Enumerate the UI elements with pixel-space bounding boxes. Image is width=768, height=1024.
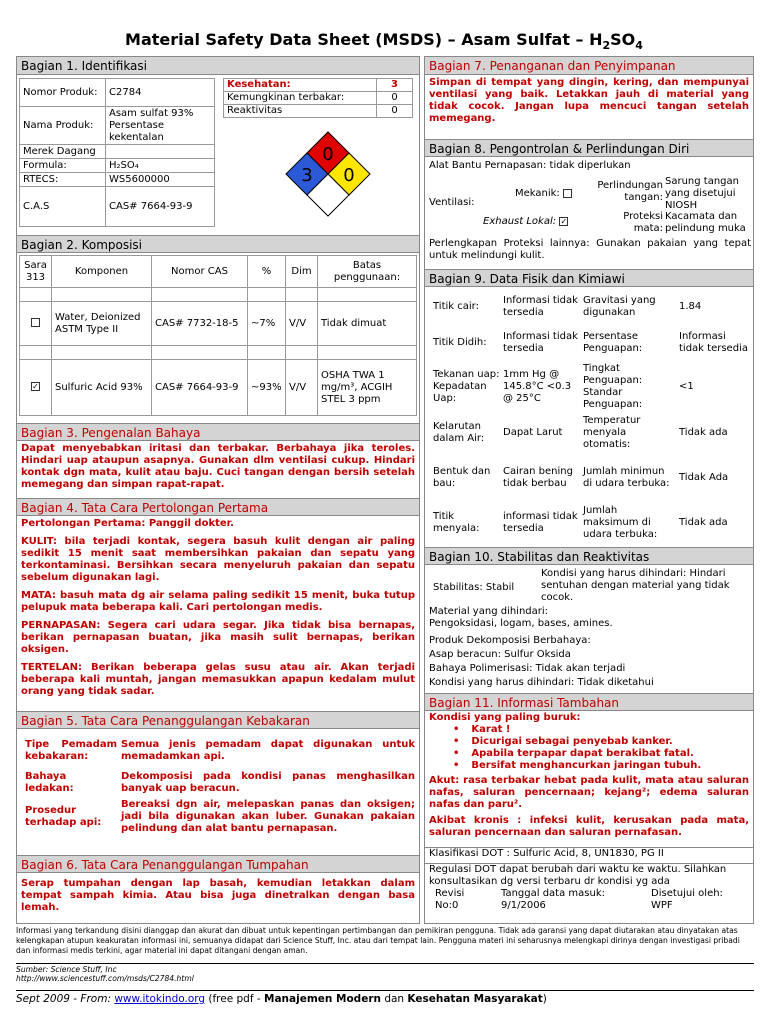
mata-value: Kacamata dan pelindung muka	[665, 211, 746, 234]
fisik-c-1: Persentase Penguapan:	[583, 331, 643, 354]
prosedur-label: Prosedur terhadap api:	[25, 805, 102, 828]
kulit-text: KULIT: bila terjadi kontak, segera basuh kulit dengan air paling sedikit 15 menit saat membersihkan pakaian dan sepatu yang terkontaminasi. Bersihkan secara menyeluruh pakaian dan sepatu sebelum digunakan lagi.	[21, 536, 415, 583]
section-identifikasi	[17, 57, 419, 235]
material-value: Pengoksidasi, logam, bases, amines.	[429, 618, 613, 629]
pct-water: ~7%	[248, 302, 286, 346]
nfpa-left-number: 3	[301, 165, 313, 186]
mata-text: MATA: basuh mata dg air selama paling sedikit 15 menit, buka tutup pelupuk mata beberapa kali. Cari pertolongan medis.	[21, 590, 415, 613]
list-item: • Apabila terpapar dapat berakibat fatal.	[453, 748, 749, 760]
col-komponen: Komponen	[52, 256, 152, 288]
col-dim: Dim	[286, 256, 318, 288]
asap-beracun: Asap beracun: Sulfur Oksida	[429, 649, 571, 660]
list-item: • Karat !	[453, 724, 749, 736]
cas-value: CAS# 7664-93-9	[106, 187, 215, 227]
fisik-d-4: Tidak Ada	[679, 472, 729, 483]
col-sara: Sara 313	[20, 256, 52, 288]
stabilitas-label: Stabilitas: Stabil	[433, 582, 515, 593]
bahaya-text: Dapat menyebabkan iritasi dan terbakar. Berbahaya jika teroles. Hindari uap ataupun asapnya. Gunakan dlm ventilasi cukup. Hindari kontak dgn mata, kulit atau baju. Cuci tangan dengan bersih setelah memegang dan simpan rapat-rapat.	[21, 443, 415, 490]
fisik-c-0: Gravitasi yang digunakan	[583, 295, 656, 318]
fisik-c-4: Jumlah minimun di udara terbuka:	[583, 466, 670, 489]
document-title	[0, 30, 768, 52]
col-batas: Batas penggunaan:	[318, 256, 417, 288]
tertelan-text: TERTELAN: Berikan beberapa gelas susu atau air. Akan terjadi beberapa kali muntah, jangan memasukkan apapun kedalam mulut orang yang tidak sadar.	[21, 662, 415, 697]
tipe-label: Tipe Pemadam kebakaran:	[25, 739, 117, 762]
section-penanganan	[425, 57, 753, 137]
section-9-header: Bagian 9. Data Fisik dan Kimiawi	[425, 269, 753, 287]
pernapasan-text: PERNAPASAN: Segera cari udara segar. Jika tidak bisa bernapas, berikan pernapasan buatan, jika masih sulit bernapas, berikan oksigen.	[21, 620, 415, 655]
cas-label: C.A.S	[20, 187, 106, 227]
tangan-value: Sarung tangan yang disetujui NIOSH	[665, 176, 739, 211]
ventilasi-label: Ventilasi:	[429, 197, 475, 208]
list-item: • Dicurigai sebagai penyebab kanker.	[453, 736, 749, 748]
komponen-water: Water, Deionized ASTM Type II	[52, 302, 152, 346]
tumpahan-text: Serap tumpahan dengan lap basah, kemudian letakkan dalam tempat sampah kimia. Atau bisa juga dinetralkan dengan basa lemah.	[21, 878, 415, 913]
kemungkinan-value: 0	[377, 92, 413, 105]
penanganan-text: Simpan di tempat yang dingin, kering, dan mempunyai ventilasi yang baik. Letakkan jauh di material yang tidak cocok. Jangan lupa mencuci tangan setelah memegang.	[429, 77, 749, 124]
prosedur-value: Bereaksi dgn air, melepaskan panas dan oksigen; jadi bila digunakan akan luber. Gunakan pakaian pelindung dan alat bantu pernapasan.	[121, 799, 415, 834]
pertolongan-intro: Pertolongan Pertama: Panggil dokter.	[21, 518, 234, 529]
mata-label: Proteksi mata:	[623, 211, 663, 234]
sara-checkbox-water[interactable]	[31, 318, 40, 327]
reaktivitas-label: Reaktivitas	[224, 105, 377, 118]
col-pct: %	[248, 256, 286, 288]
section-5-header: Bagian 5. Tata Cara Penanggulangan Kebakaran	[17, 711, 419, 729]
mekanik-text: Mekanik:	[515, 188, 560, 199]
title-subscript-2: 2	[602, 39, 611, 53]
material-label: Material yang dihindari:	[429, 606, 549, 617]
section-3-header: Bagian 3. Pengenalan Bahaya	[17, 423, 419, 441]
nfpa-diamond-icon	[283, 130, 373, 222]
fisik-b-3: Dapat Larut	[503, 427, 563, 438]
alat-bantu: Alat Bantu Pernapasan: tidak diperlukan	[429, 160, 631, 171]
itokindo-link[interactable]: www.itokindo.org	[114, 993, 206, 1005]
mekanik-label	[515, 188, 572, 200]
komponen-sulfuric: Sulfuric Acid 93%	[52, 360, 152, 416]
komposisi-table	[19, 255, 417, 416]
fisik-c-3: Temperatur menyala otomatis:	[583, 415, 641, 450]
tanggal-label: Tanggal data masuk:	[501, 888, 605, 899]
dim-water: V/V	[286, 302, 318, 346]
merek-label: Merek Dagang	[20, 145, 106, 159]
fisik-a-2: Tekanan uap: Kepadatan Uap:	[433, 369, 500, 404]
title-tail: SO	[610, 30, 636, 49]
fisik-d-2: <1	[679, 381, 694, 392]
footer-date: Sept 2009 - From:	[16, 993, 115, 1005]
nomor-value: C2784	[106, 79, 215, 107]
fisik-d-1: Informasi tidak tersedia	[679, 331, 748, 354]
disetujui-value: WPF	[651, 900, 673, 911]
data-fisik-table	[425, 289, 753, 543]
exhaust-label	[483, 216, 568, 228]
fisik-a-3: Kelarutan dalam Air:	[433, 421, 485, 444]
produk-label: Produk Dekomposisi Berbahaya:	[429, 635, 591, 646]
fisik-b-4: Cairan bening tidak berbau	[503, 466, 573, 489]
fisik-a-0: Titik cair:	[433, 301, 479, 312]
regulasi-dot: Regulasi DOT dapat berubah dari waktu ke waktu. Silahkan konsultasikan dg versi terbaru dr kondisi yg ada	[425, 863, 753, 888]
tipe-value: Semua jenis pemadam dapat digunakan untuk memadamkan api.	[121, 739, 415, 762]
section-4-header: Bagian 4. Tata Cara Pertolongan Pertama	[17, 498, 419, 516]
footer-dan: dan	[380, 993, 408, 1005]
rtecs-value: WS5600000	[106, 173, 215, 187]
hazard-rating-table	[223, 78, 413, 118]
left-column	[16, 56, 420, 924]
nfpa-right-number: 0	[343, 165, 355, 186]
footer-km: Kesehatan Masyarakat	[407, 993, 543, 1005]
section-informasi-tambahan	[425, 693, 753, 923]
fisik-c-5: Jumlah maksimum di udara terbuka:	[583, 505, 658, 540]
fisik-b-0: Informasi tidak tersedia	[503, 295, 578, 318]
revisi-label: Revisi	[435, 888, 465, 899]
fisik-d-3: Tidak ada	[679, 427, 728, 438]
title-subscript-4: 4	[635, 39, 643, 53]
section-pengenalan-bahaya	[17, 423, 419, 497]
col-cas: Nomor CAS	[152, 256, 248, 288]
revisi-value: No:0	[435, 900, 459, 911]
section-pertolongan-pertama	[17, 498, 419, 710]
kondisi-terburuk: Kondisi yang paling buruk:	[429, 712, 581, 723]
fisik-a-1: Titik Didih:	[433, 337, 487, 348]
fisik-b-1: Informasi tidak tersedia	[503, 331, 578, 354]
batas-water: Tidak dimuat	[318, 302, 417, 346]
right-column	[424, 56, 754, 924]
section-6-header: Bagian 6. Tata Cara Penanggulangan Tumpahan	[17, 855, 419, 873]
exhaust-text: Exhaust Lokal:	[483, 216, 557, 227]
section-tumpahan	[17, 855, 419, 923]
disetujui-label: Disetujui oleh:	[651, 888, 723, 899]
sara-checkbox-sulfuric[interactable]: ✓	[32, 382, 39, 391]
kemungkinan-label: Kemungkinan terbakar:	[224, 92, 377, 105]
rtecs-label: RTECS:	[20, 173, 106, 187]
batas-sulfuric: OSHA TWA 1 mg/m³, ACGIH STEL 3 ppm	[318, 360, 417, 416]
fisik-b-2: 1mm Hg @ 145.8°C <0.3 @ 25°C	[503, 369, 572, 404]
table-row	[425, 325, 753, 361]
kondisi-dihindari: Kondisi yang harus dihindari: Tidak diketahui	[429, 677, 654, 687]
klasifikasi-dot: Klasifikasi DOT : Sulfuric Acid, 8, UN1830, PG II	[425, 847, 753, 860]
kesehatan-label: Kesehatan:	[224, 79, 377, 92]
table-row	[425, 453, 753, 503]
nomor-label: Nomor Produk:	[20, 79, 106, 107]
kronis-text: Akibat kronis : infeksi kulit, kerusakan pada mata, saluran pencernaan dan saluran pernafasan.	[429, 815, 749, 838]
dim-sulfuric: V/V	[286, 360, 318, 416]
cas-sulfuric: CAS# 7664-93-9	[152, 360, 248, 416]
table-row	[20, 302, 417, 346]
fisik-c-2: Tingkat Penguapan: Standar Penguapan:	[583, 363, 643, 410]
section-2-header: Bagian 2. Komposisi	[17, 235, 419, 253]
pct-sulfuric: ~93%	[248, 360, 286, 416]
disclaimer: Informasi yang terkandung disini dianggap dan akurat dan dibuat untuk kepentingan pertimbangan dan pemikiran pengguna. Tidak ada garansi yang dapat diutarakan atau dinyatakan atas kelengkapan atupun keakuratan informasi ini, semuanya didapat dari Science Stuff, Inc. atau dari tempat lain. Pengguna materi ini seharusnya melengkapi dirinya dengan investigasi pribadi dan informasi medis terkini, agar material ini dapat ditangani dengan aman.	[16, 926, 740, 955]
section-7-header: Bagian 7. Penanganan dan Penyimpanan	[425, 57, 753, 75]
akut-text: Akut: rasa terbakar hebat pada kulit, mata atau saluran nafas, saluran pencernaan; kejang²; edema saluran nafas dan paru².	[429, 775, 749, 810]
title-text: Material Safety Data Sheet (MSDS) – Asam Sulfat – H	[125, 30, 603, 49]
cas-water: CAS# 7732-18-5	[152, 302, 248, 346]
tanggal-value: 9/1/2006	[501, 900, 546, 911]
fisik-d-0: 1.84	[679, 301, 702, 312]
polimerisasi: Bahaya Polimerisasi: Tidak akan terjadi	[429, 663, 626, 674]
tangan-label: Perlindungan tangan:	[597, 180, 663, 203]
list-item: • Bersifat menghancurkan jaringan tubuh.	[453, 760, 749, 772]
kesehatan-value: 3	[377, 79, 413, 92]
table-row	[425, 413, 753, 453]
table-row	[425, 289, 753, 325]
fisik-d-5: Tidak ada	[679, 517, 728, 528]
section-data-fisik	[425, 269, 753, 545]
section-10-header: Bagian 10. Stabilitas dan Reaktivitas	[425, 547, 753, 565]
footer-close: )	[542, 993, 547, 1005]
reaktivitas-value: 0	[377, 105, 413, 118]
table-row	[425, 361, 753, 413]
section-11-header: Bagian 11. Informasi Tambahan	[425, 693, 753, 711]
source-block	[16, 963, 754, 983]
fisik-b-5: informasi tidak tersedia	[503, 511, 578, 534]
footer-free: (free pdf -	[205, 993, 265, 1005]
sumber: Sumber: Science Stuff, Inc	[16, 965, 117, 974]
table-row	[425, 503, 753, 543]
nama-value: Asam sulfat 93% Persentase kekentalan	[106, 107, 215, 145]
bahaya-list	[429, 724, 749, 772]
fisik-a-4: Bentuk dan bau:	[433, 466, 491, 489]
exhaust-checkbox[interactable]: ✓	[560, 216, 568, 226]
bahaya-ledakan-value: Dekomposisi pada kondisi panas menghasilkan banyak uap beracun.	[121, 771, 415, 794]
bahaya-ledakan-label: Bahaya ledakan:	[25, 771, 74, 794]
mekanik-checkbox[interactable]	[563, 189, 572, 198]
section-1-header: Bagian 1. Identifikasi	[17, 57, 419, 75]
nama-label: Nama Produk:	[20, 107, 106, 145]
footer-mm: Manajemen Modern	[264, 993, 381, 1005]
stabilitas-value: Kondisi yang harus dihindari: Hindari sentuhan dengan material yang tidak cocok.	[541, 568, 730, 603]
sumber-url: http://www.sciencestuff.com/msds/C2784.html	[16, 974, 194, 983]
section-perlindungan-diri	[425, 139, 753, 267]
section-8-header: Bagian 8. Pengontrolan & Perlindungan Diri	[425, 139, 753, 157]
identifikasi-table	[19, 78, 215, 227]
formula-label: Formula:	[20, 159, 106, 173]
proteksi-lainnya: Perlengkapan Proteksi lainnya: Gunakan pakaian yang tepat untuk melindungi kulit.	[429, 238, 751, 261]
table-row	[20, 360, 417, 416]
footer	[16, 990, 754, 1006]
fisik-a-5: Titik menyala:	[433, 511, 480, 534]
section-stabilitas	[425, 547, 753, 687]
nfpa-top-number: 0	[322, 144, 334, 165]
section-kebakaran	[17, 711, 419, 853]
formula-value: H₂SO₄	[106, 159, 215, 173]
